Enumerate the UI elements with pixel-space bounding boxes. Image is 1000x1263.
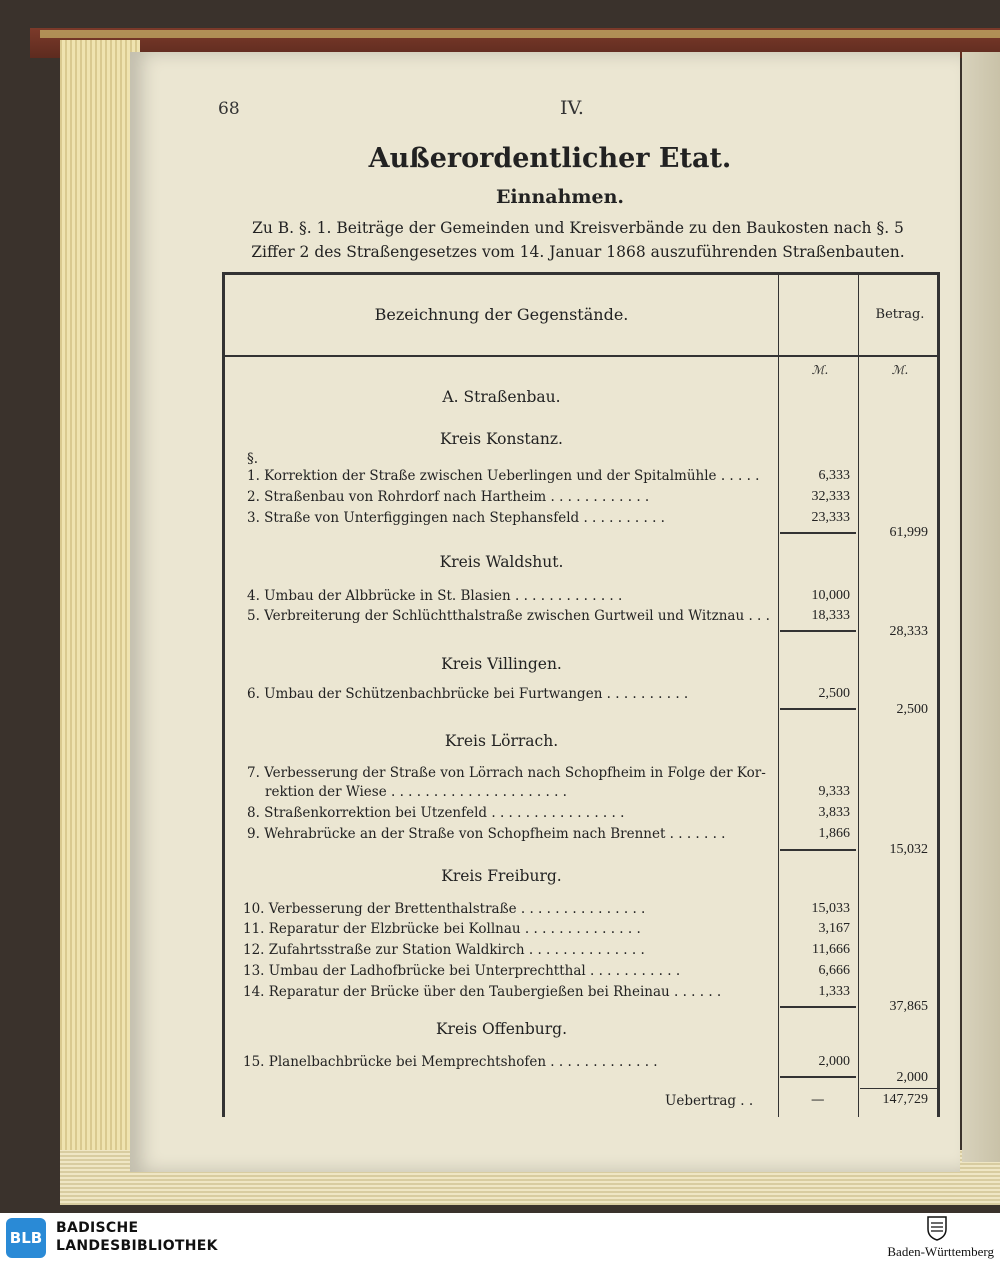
intro-paragraph: Zu B. §. 1. Beiträge der Gemeinden und Kreisverbände zu den Baukosten nach §. 5 Ziffer 2 des Straßengesetzes vom 14. Januar 1868 auszuführenden Straßenbauten. [251, 219, 905, 261]
line-item-label: 2. Straßenbau von Rohrdorf nach Hartheim . . . . . . . . . . . . [247, 489, 650, 505]
line-item-label: 3. Straße von Unterfiggingen nach Stephansfeld . . . . . . . . . . [247, 510, 665, 526]
line-item-label: 11. Reparatur der Elzbrücke bei Kollnau . . . . . . . . . . . . . . [243, 921, 641, 937]
line-item-label-continued: rektion der Wiese . . . . . . . . . . . . . . . . . . . . . [265, 784, 567, 800]
line-item-label: 12. Zufahrtsstraße zur Station Waldkirch . . . . . . . . . . . . . . [243, 942, 645, 958]
library-name-line2: LANDESBIBLIOTHEK [56, 1238, 218, 1254]
line-item-value: 11,666 [812, 942, 850, 957]
unit-mark: ℳ. [811, 363, 829, 377]
crest-icon [926, 1215, 948, 1241]
group-heading: Kreis Villingen. [441, 655, 562, 673]
line-item-value: 1,333 [818, 984, 850, 999]
group-total: 15,032 [889, 842, 928, 857]
line-item-value: 15,033 [811, 901, 850, 916]
carry-over-label: Uebertrag . . [665, 1093, 754, 1109]
carry-over-dash: — [811, 1092, 825, 1108]
group-total: 28,333 [889, 624, 928, 639]
line-item-value: 10,000 [811, 588, 850, 603]
unit-mark: ℳ. [891, 363, 909, 377]
line-item-value: 1,866 [818, 826, 850, 841]
line-item-value: 6,666 [818, 963, 850, 978]
line-item-label: 7. Verbesserung der Straße von Lörrach nach Schopfheim in Folge der Kor- [247, 765, 766, 781]
line-item-label: 10. Verbesserung der Brettenthalstraße . . . . . . . . . . . . . . . [243, 901, 646, 917]
budget-table [222, 272, 940, 1117]
group-total: 37,865 [889, 999, 928, 1014]
blb-logo: BLB [6, 1218, 46, 1258]
line-item-label: 8. Straßenkorrektion bei Utzenfeld . . . . . . . . . . . . . . . . [247, 805, 625, 821]
state-label: Baden-Württemberg [887, 1244, 994, 1259]
subtotal-rule [780, 1076, 856, 1078]
facing-page-edge [962, 52, 1000, 1162]
subtotal-rule [780, 708, 856, 710]
group-total: 2,500 [896, 702, 928, 717]
column-header-amount: Betrag. [875, 307, 925, 322]
page-number: 68 [218, 99, 240, 119]
group-heading: Kreis Waldshut. [439, 553, 564, 571]
section-number: IV. [560, 97, 584, 119]
subtotal-rule [780, 1006, 856, 1008]
subtotal-rule [780, 849, 856, 851]
library-name-line1: BADISCHE [56, 1220, 139, 1236]
gilt-edge [40, 30, 1000, 38]
line-item-value: 23,333 [811, 510, 850, 525]
subtotal-rule [780, 630, 856, 632]
group-heading: Kreis Lörrach. [444, 732, 559, 750]
line-item-value: 2,500 [818, 686, 850, 701]
header-rule [225, 355, 937, 357]
line-item-value: 3,167 [818, 921, 850, 936]
line-item-label: 9. Wehrabrücke an der Straße von Schopfheim nach Brennet . . . . . . . [247, 826, 726, 842]
line-item-label: 1. Korrektion der Straße zwischen Ueberlingen und der Spitalmühle . . . . . [247, 468, 760, 484]
line-item-label: 5. Verbreiterung der Schlüchtthalstraße zwischen Gurtweil und Witznau . . . [247, 608, 770, 624]
line-item-label: 14. Reparatur der Brücke über den Taubergießen bei Rheinau . . . . . . [243, 984, 722, 1000]
section-heading: A. Straßenbau. [442, 388, 561, 406]
group-heading: Kreis Offenburg. [435, 1020, 568, 1038]
line-item-label: 15. Planelbachbrücke bei Memprechtshofen . . . . . . . . . . . . . [243, 1054, 658, 1070]
carry-over-total: 147,729 [882, 1092, 928, 1107]
paragraph-sign: §. [247, 451, 259, 467]
line-item-value: 9,333 [818, 784, 850, 799]
group-heading: Kreis Freiburg. [441, 867, 562, 885]
line-item-label: 4. Umbau der Albbrücke in St. Blasien . . . . . . . . . . . . . [247, 588, 623, 604]
line-item-value: 3,833 [818, 805, 850, 820]
page-stack-edge [60, 40, 140, 1190]
group-total: 2,000 [896, 1070, 928, 1085]
line-item-value: 32,333 [811, 489, 850, 504]
line-item-value: 6,333 [818, 468, 850, 483]
column-header-description: Bezeichnung der Gegenstände. [374, 305, 629, 324]
group-heading: Kreis Konstanz. [440, 430, 563, 448]
subtotal-rule [780, 532, 856, 534]
line-item-label: 6. Umbau der Schützenbachbrücke bei Furtwangen . . . . . . . . . . [247, 686, 689, 702]
column-divider [778, 275, 779, 1117]
line-item-value: 18,333 [811, 608, 850, 623]
line-item-label: 13. Umbau der Ladhofbrücke bei Unterprechtthal . . . . . . . . . . . [243, 963, 681, 979]
line-item-value: 2,000 [818, 1054, 850, 1069]
page-subtitle: Einnahmen. [495, 186, 625, 208]
column-divider [858, 275, 859, 1117]
group-total: 61,999 [889, 525, 928, 540]
carry-rule [860, 1088, 937, 1089]
page-title: Außerordentlicher Etat. [368, 143, 732, 174]
